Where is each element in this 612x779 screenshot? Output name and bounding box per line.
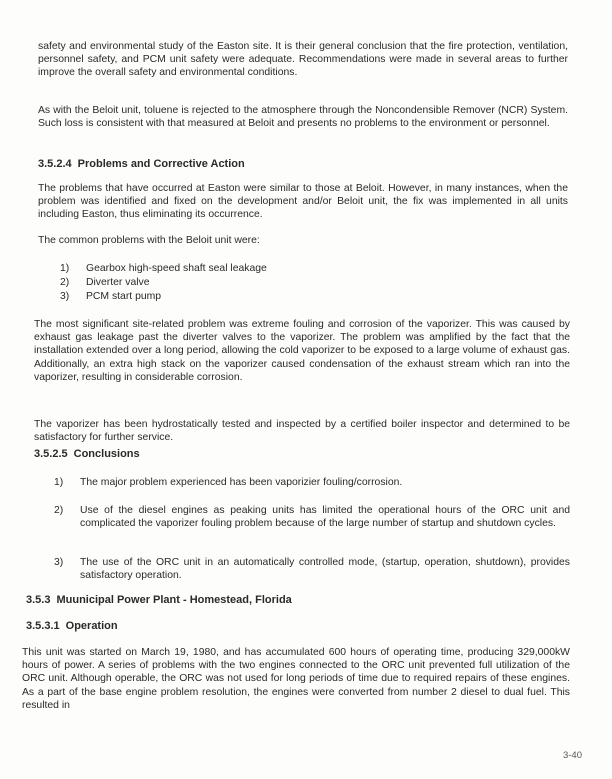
paragraph-hydrostatic-test: The vaporizer has been hydrostatically tested and inspected by a certified boiler inspector and determined to be satisfactory for further service. — [34, 419, 570, 444]
paragraph-operation: This unit was started on March 19, 1980, and has accumulated 600 hours of operating time, producing 329,000kW hours of power. A series of problems with the two engines connected to the ORC unit prevented full utilization of the ORC unit. Although operable, the ORC was not used for long periods of time due to required repairs of these engines. As a part of the base engine problem resolution, the engines were converted from number 2 diesel to dual fuel. This resulted in — [22, 647, 570, 711]
heading-number: 3.5.3 — [26, 594, 51, 606]
heading-number: 3.5.2.5 — [34, 448, 68, 460]
list-item: 2) Use of the diesel engines as peaking units has limited the operational hours of the ORC unit and complicated the vaporizer fouling problem because of the large number of startup and shutdown cycles. — [54, 505, 570, 530]
paragraph-problems-easton: The problems that have occurred at Easton were similar to those at Beloit. However, in many instances, when the problem was identified and fixed on the development and/or Beloit unit, the fix was implemented in all units including Easton, thus eliminating its occurrence. — [38, 183, 568, 221]
paragraph-safety-study: safety and environmental study of the Easton site. It is their general conclusion that the fire protection, ventilation, personnel safety, and PCM unit safety were adequate. Recommendations were made in several areas to further improve the overall safety and environmental conditions. — [38, 41, 568, 79]
paragraph-common-problems-intro: The common problems with the Beloit unit were: — [38, 235, 260, 246]
heading-number: 3.5.3.1 — [26, 620, 60, 632]
list-item: 1) Gearbox high-speed shaft seal leakage — [60, 263, 267, 274]
heading-homestead-plant — [26, 594, 292, 606]
heading-title: Problems and Corrective Action — [77, 158, 245, 170]
page-number: 3-40 — [562, 750, 582, 761]
heading-title: Muunicipal Power Plant - Homestead, Florida — [56, 594, 292, 606]
list-item: 3) The use of the ORC unit in an automatically controlled mode, (startup, operation, shutdown), provides satisfactory operation. — [54, 557, 570, 582]
list-item: 2) Diverter valve — [60, 277, 150, 288]
heading-operation — [26, 620, 118, 632]
heading-conclusions — [34, 448, 140, 460]
paragraph-toluene: As with the Beloit unit, toluene is rejected to the atmosphere through the Noncondensible Remover (NCR) System. Such loss is consistent with that measured at Beloit and presents no problems to the environment or personnel. — [38, 105, 568, 130]
heading-title: Conclusions — [73, 448, 140, 460]
heading-title: Operation — [65, 620, 118, 632]
list-item: 3) PCM start pump — [60, 291, 162, 302]
paragraph-vaporizer-fouling: The most significant site-related problem was extreme fouling and corrosion of the vaporizer. This was caused by exhaust gas leakage past the diverter valves to the vaporizer. The problem was amplified by the fact that the installation extended over a long period, allowing the cold vaporizer to be exposed to a large volume of exhaust gas. Additionally, an extra high stack on the vaporizer caused condensation of the exhaust stream which ran into the vaporizer, resulting in considerable corrosion. — [34, 319, 570, 383]
heading-problems-corrective-action — [38, 158, 245, 170]
heading-number: 3.5.2.4 — [38, 158, 72, 170]
list-item: 1) The major problem experienced has been vaporizier fouling/corrosion. — [54, 477, 403, 488]
